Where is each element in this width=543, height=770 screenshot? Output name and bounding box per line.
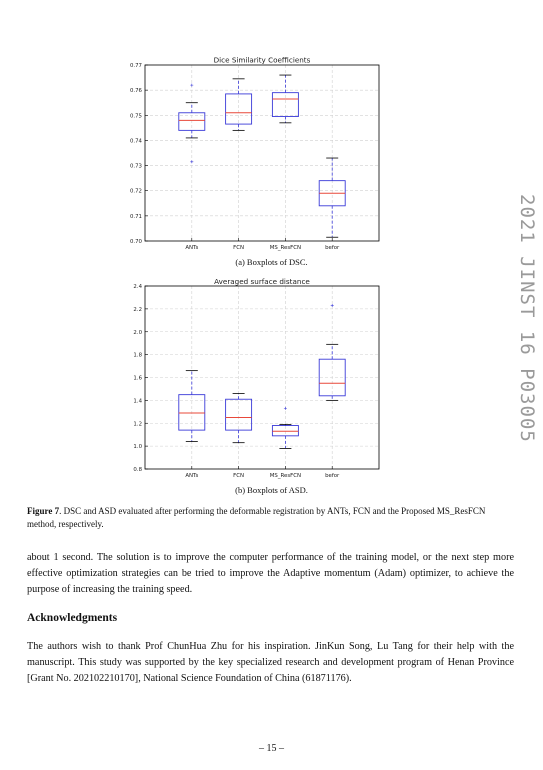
outlier-marker [190,160,193,163]
body-paragraph: about 1 second. The solution is to improve the computer performance of the training model, or the next step more effective optimization strategies can be tried to improve the Adaptive momentum (Adam) optimizer, to achieve the purpose of increasing the training speed. [27,552,514,595]
y-tick-label: 1.4 [133,398,142,405]
y-tick-label: 0.72 [129,188,142,195]
outlier-marker [190,84,193,87]
y-tick-label: 1.8 [133,352,142,359]
x-tick-label: befor [325,473,340,479]
y-tick-label: 1.0 [133,444,142,451]
figure-label: Figure 7 [27,506,60,516]
y-tick-label: 2.4 [133,284,142,290]
subcaption-b: (b) Boxplots of ASD. [235,485,308,495]
x-tick-label: MS_ResFCN [269,245,302,251]
y-tick-label: 2.2 [133,306,142,313]
x-tick-label: FCN [233,245,245,251]
section-heading: Acknowledgments [27,612,118,624]
outlier-marker [284,407,287,410]
x-tick-label: MS_ResFCN [269,473,302,479]
subcaption-a: (a) Boxplots of DSC. [235,257,308,267]
y-tick-label: 0.71 [129,213,142,220]
y-tick-label: 0.8 [133,467,142,473]
dsc-boxplot-chart [0,50,543,255]
x-tick-label: FCN [233,473,245,479]
x-tick-label: befor [325,245,340,251]
outlier-marker [331,304,334,307]
y-tick-label: 1.2 [133,421,142,428]
y-tick-label: 0.75 [129,113,142,120]
y-tick-label: 2.0 [133,329,142,336]
y-tick-label: 0.73 [129,163,142,170]
y-tick-label: 0.77 [129,63,142,69]
chart-title: Averaged surface distance [214,277,310,286]
y-tick-label: 1.6 [133,375,142,382]
x-tick-label: ANTs [185,473,199,479]
iqr-box [226,94,252,124]
x-tick-label: ANTs [185,245,199,251]
journal-identifier: 2021 JINST 16 P03005 [516,194,538,443]
y-tick-label: 0.70 [129,239,142,245]
figure-caption [27,505,514,530]
y-tick-label: 0.76 [129,88,142,95]
asd-boxplot-chart [0,272,543,482]
plot-frame [145,65,379,241]
chart-title: Dice Similarity Coefficients [213,55,311,65]
acknowledgments-paragraph: The authors wish to thank Prof ChunHua Zhu for his inspiration. JinKun Song, Lu Tang for their help with the manuscript. This study was supported by the key specialized research and development program of Henan Province [Grant No. 202102210170], National Science Foundation of China (61871176). [27,641,514,684]
y-tick-label: 0.74 [129,138,142,145]
figure-caption-text: . DSC and ASD evaluated after performing the deformable registration by ANTs, FCN and the Proposed MS_ResFCN method, respectively. [27,506,486,529]
page-number: – 15 – [259,743,284,754]
